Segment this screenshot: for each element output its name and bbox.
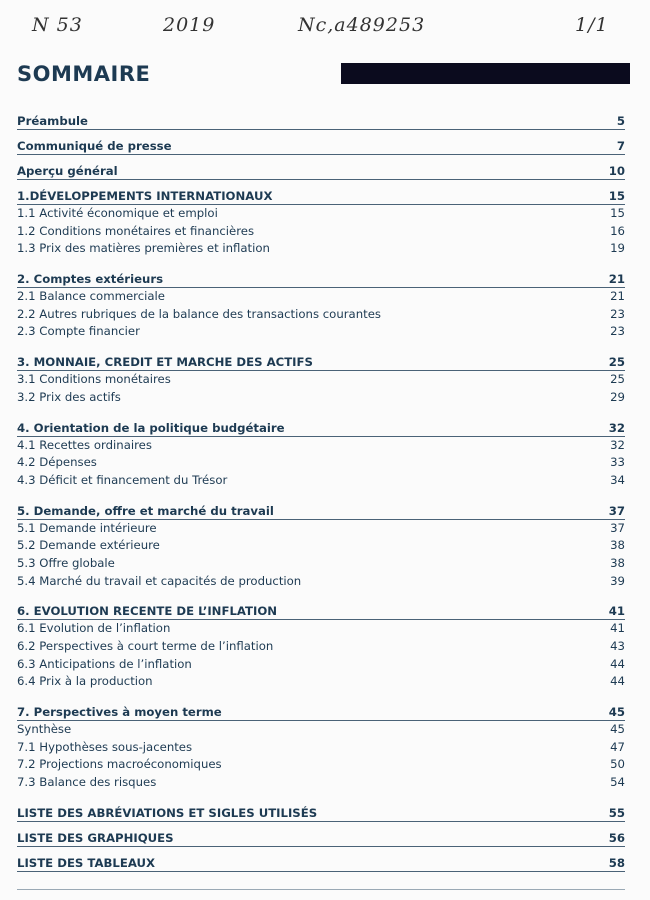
toc-section-label: 5. Demande, offre et marché du travail [17, 503, 274, 518]
toc-entry-page: 23 [610, 324, 625, 339]
toc-entry[interactable] [17, 437, 625, 455]
toc-section[interactable] [17, 800, 625, 822]
toc-section-page: 5 [616, 114, 625, 128]
toc-section-label: LISTE DES TABLEAUX [17, 855, 156, 870]
toc-entry-label: 3.1 Conditions monétaires [17, 372, 171, 387]
toc-entry[interactable] [17, 774, 625, 792]
toc-entry-label: Synthèse [17, 722, 72, 737]
toc-section[interactable] [17, 133, 625, 155]
toc-entry[interactable] [17, 756, 625, 774]
toc-entry[interactable] [17, 389, 625, 407]
toc-entry-label: 7.1 Hypothèses sous-jacentes [17, 739, 193, 754]
toc-section[interactable] [17, 415, 625, 437]
toc-section[interactable] [17, 699, 625, 721]
toc-section-page: 25 [608, 355, 625, 370]
toc-section-label: Aperçu général [17, 164, 118, 178]
table-of-contents [17, 108, 625, 872]
handwritten-code: Nc,a489253 [298, 14, 426, 36]
toc-entry-page: 39 [610, 573, 625, 588]
toc-entry[interactable] [17, 673, 625, 691]
handwritten-ref-number: N 53 [32, 14, 83, 36]
toc-entry[interactable] [17, 472, 625, 490]
toc-entry-label: 1.1 Activité économique et emploi [17, 206, 218, 220]
toc-entry[interactable] [17, 555, 625, 573]
toc-entry-label: 6.4 Prix à la production [17, 674, 153, 689]
toc-section-label: 3. MONNAIE, CREDIT ET MARCHE DES ACTIFS [17, 355, 313, 370]
redaction-bar [341, 63, 630, 84]
toc-entry[interactable] [17, 288, 625, 306]
toc-section-label: 7. Perspectives à moyen terme [17, 705, 222, 720]
toc-entry[interactable] [17, 721, 625, 739]
toc-entry[interactable] [17, 240, 625, 258]
toc-section[interactable] [17, 598, 625, 620]
toc-section[interactable] [17, 850, 625, 872]
toc-entry-label: 1.2 Conditions monétaires et financières [17, 223, 255, 238]
toc-entry[interactable] [17, 205, 625, 223]
toc-section-page: 58 [608, 855, 625, 870]
toc-section-page: 21 [608, 272, 625, 287]
toc-section[interactable] [17, 266, 625, 288]
toc-section-label: 4. Orientation de la politique budgétaire [17, 420, 285, 435]
toc-section-label: 1.DÉVELOPPEMENTS INTERNATIONAUX [17, 189, 273, 203]
toc-section-label: 6. EVOLUTION RECENTE DE L’INFLATION [17, 604, 278, 619]
toc-section-page: 45 [608, 705, 625, 720]
toc-section-label: Préambule [17, 114, 88, 128]
toc-entry[interactable] [17, 223, 625, 241]
toc-entry[interactable] [17, 620, 625, 638]
toc-entry-page: 34 [610, 472, 625, 487]
toc-entry-label: 2.3 Compte financier [17, 324, 140, 339]
toc-entry-page: 25 [610, 372, 625, 387]
toc-entry-label: 5.2 Demande extérieure [17, 538, 160, 553]
toc-entry-page: 44 [610, 656, 625, 671]
toc-entry-label: 6.2 Perspectives à court terme de l’inflation [17, 639, 274, 653]
toc-entry-page: 23 [610, 306, 625, 321]
toc-section-page: 32 [608, 420, 625, 435]
toc-entry[interactable] [17, 656, 625, 674]
toc-section[interactable] [17, 498, 625, 520]
toc-entry-page: 29 [610, 389, 625, 404]
bottom-rule [17, 889, 625, 890]
toc-entry-page: 33 [610, 455, 625, 470]
toc-entry-page: 19 [610, 241, 625, 256]
toc-entry[interactable] [17, 306, 625, 324]
handwritten-page: 1/1 [575, 14, 609, 36]
toc-section[interactable] [17, 108, 625, 130]
toc-entry-label: 7.3 Balance des risques [17, 775, 157, 790]
toc-entry-label: 4.2 Dépenses [17, 455, 97, 470]
toc-entry-page: 43 [610, 639, 625, 653]
toc-entry-label: 4.1 Recettes ordinaires [17, 437, 152, 452]
toc-section-label: LISTE DES GRAPHIQUES [17, 830, 174, 845]
toc-entry-label: 6.1 Evolution de l’inflation [17, 621, 171, 636]
toc-section-label: Communiqué de presse [17, 139, 172, 153]
toc-entry-page: 21 [610, 289, 625, 304]
toc-entry-label: 5.4 Marché du travail et capacités de production [17, 573, 302, 588]
toc-entry-label: 2.2 Autres rubriques de la balance des transactions courantes [17, 306, 381, 321]
toc-entry-label: 3.2 Prix des actifs [17, 389, 121, 404]
toc-entry-page: 41 [610, 621, 625, 636]
toc-entry[interactable] [17, 323, 625, 341]
toc-entry-page: 15 [610, 206, 625, 220]
toc-section-page: 41 [608, 604, 625, 619]
toc-entry[interactable] [17, 371, 625, 389]
toc-entry-page: 32 [610, 437, 625, 452]
toc-entry[interactable] [17, 573, 625, 591]
toc-section-page: 15 [608, 189, 625, 203]
toc-section-page: 37 [608, 503, 625, 518]
toc-entry-page: 16 [610, 223, 625, 238]
toc-section[interactable] [17, 183, 625, 205]
toc-section-page: 56 [608, 830, 625, 845]
toc-section-label: 2. Comptes extérieurs [17, 272, 164, 287]
toc-entry[interactable] [17, 520, 625, 538]
toc-entry-label: 2.1 Balance commerciale [17, 289, 165, 304]
toc-entry-page: 54 [610, 775, 625, 790]
toc-entry[interactable] [17, 454, 625, 472]
toc-entry-page: 50 [610, 757, 625, 772]
toc-section[interactable] [17, 158, 625, 180]
toc-entry-page: 45 [610, 722, 625, 737]
toc-entry-page: 47 [610, 739, 625, 754]
toc-entry[interactable] [17, 537, 625, 555]
toc-entry-page: 37 [610, 520, 625, 535]
page-title: SOMMAIRE [17, 62, 151, 86]
toc-section-page: 7 [616, 139, 625, 153]
toc-entry-label: 7.2 Projections macroéconomiques [17, 757, 222, 772]
toc-entry-label: 1.3 Prix des matières premières et inflation [17, 241, 270, 256]
toc-entry-page: 38 [610, 538, 625, 553]
toc-entry[interactable] [17, 638, 625, 656]
toc-section[interactable] [17, 349, 625, 371]
toc-section[interactable] [17, 825, 625, 847]
toc-entry-label: 6.3 Anticipations de l’inflation [17, 656, 192, 671]
toc-entry-page: 38 [610, 555, 625, 570]
toc-entry[interactable] [17, 739, 625, 757]
toc-entry-label: 5.1 Demande intérieure [17, 520, 157, 535]
toc-entry-label: 4.3 Déficit et financement du Trésor [17, 472, 228, 487]
toc-entry-label: 5.3 Offre globale [17, 555, 115, 570]
toc-entry-page: 44 [610, 674, 625, 689]
toc-section-label: LISTE DES ABRÉVIATIONS ET SIGLES UTILISÉS [17, 805, 318, 820]
handwritten-year: 2019 [163, 14, 216, 36]
toc-section-page: 55 [608, 805, 625, 820]
toc-section-page: 10 [608, 164, 625, 178]
